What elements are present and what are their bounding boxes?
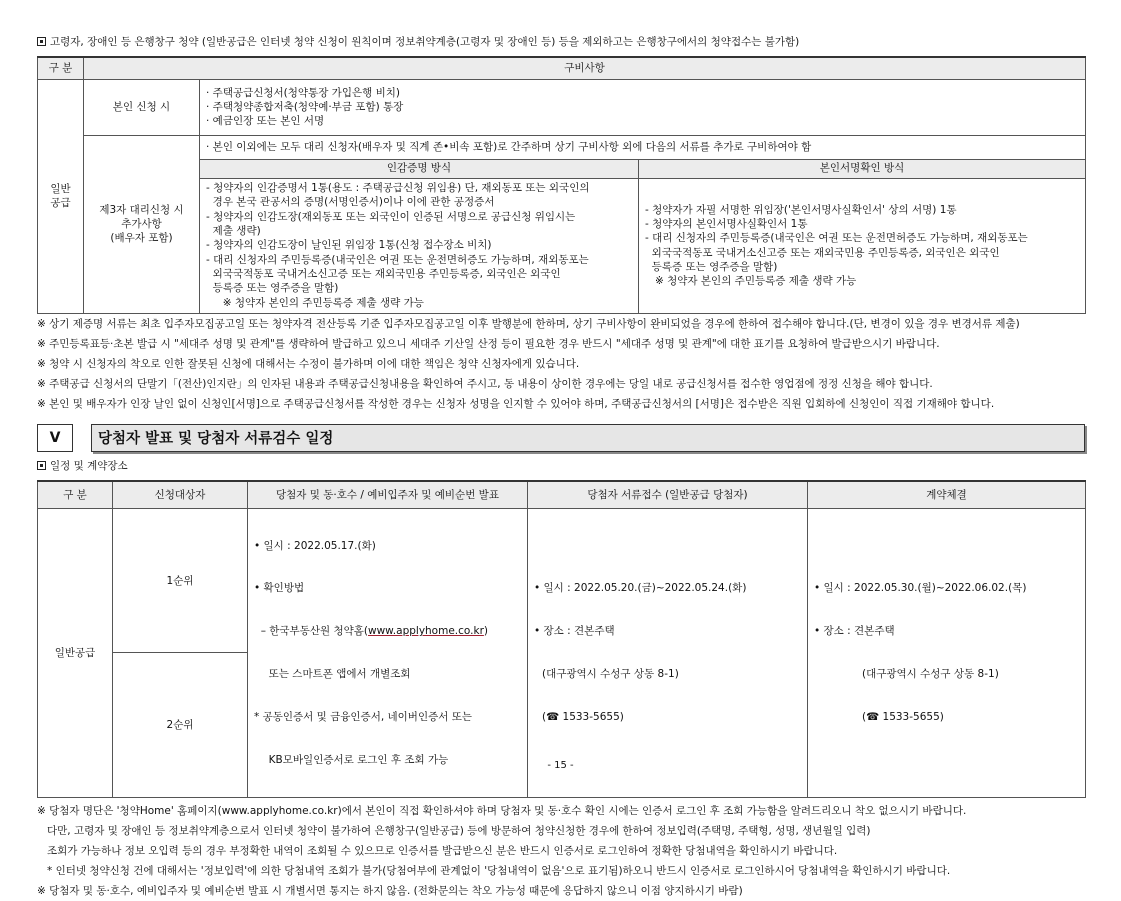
- announce-cert2: KB모바일인증서로 로그인 후 조회 가능: [262, 754, 449, 767]
- contract-address: (대구광역시 수성구 상동 8-1): [862, 668, 999, 681]
- list-item: - 청약자의 본인서명사실확인서 1통: [645, 217, 808, 230]
- list-item: 제출 생략): [206, 225, 261, 238]
- seal-items-list: [206, 181, 632, 310]
- announce-cert: * 공동인증서 및 금융인증서, 네이버인증서 또는: [254, 711, 472, 724]
- list-item: ※ 청약자 본인의 주민등록증 제출 생략 가능: [645, 275, 857, 288]
- self-items-list: [206, 86, 1079, 129]
- list-item: · 주택청약종합저축(청약예·부금 포함) 통장: [206, 100, 404, 113]
- square-bullet-icon: [37, 37, 46, 46]
- list-item: - 청약자의 인감도장이 날인된 위임장 1통(신청 접수장소 비치): [206, 239, 492, 252]
- sign-items-list: [645, 203, 1079, 289]
- announce-date: • 일시 : 2022.05.17.(화): [254, 539, 376, 552]
- section1-notes: [37, 314, 1085, 414]
- seal-method-header: 인감증명 방식: [200, 159, 639, 178]
- schedule-category: 일반공급: [38, 509, 113, 798]
- note-line: ※ 상기 제증명 서류는 최초 입주자모집공고일 또는 청약자격 전산등록 기준 입주자모집공고일 이후 발행분에 한하며, 상기 구비사항이 완비되었을 경우에 한하여 접수해야 합니다.(단, 변경이 있을 경우 변경서류 제출): [37, 317, 1020, 330]
- schedule-header-announce: 당첨자 및 동·호수 / 예비입주자 및 예비순번 발표: [248, 481, 528, 509]
- section1-intro: 고령자, 장애인 등 은행창구 청약 (일반공급은 인터넷 청약 신청이 원칙이며 정보취약계층(고령자 및 장애인 등) 등을 제외하고는 은행창구에서의 청약접수는 불가함): [37, 34, 1085, 50]
- section-header: [37, 424, 1085, 452]
- header-documents: 구비사항: [84, 57, 1086, 79]
- docs-date: • 일시 : 2022.05.20.(금)~2022.05.24.(화): [534, 582, 747, 595]
- list-item: 외국국적동포 국내거소신고증 또는 재외국민용 주민등록증, 외국인은 외국인: [645, 246, 1000, 259]
- list-item: 등록증 또는 영주증을 말함): [645, 260, 778, 273]
- docs-cell: [528, 509, 808, 798]
- list-item: 경우 본국 관공서의 증명(서명인증서)이나 이에 관한 공정증서: [206, 196, 495, 209]
- announce-site: – 한국부동산원 청약홈(www.applyhome.co.kr): [260, 625, 488, 638]
- note-line: ※ 주택공급 신청서의 단말기「(전산)인지란」의 인자된 내용과 주택공급신청내용을 확인하여 주시고, 동 내용이 상이한 경우에는 당일 내로 공급신청서를 접수한 영업점에 정정 신청을 해야 합니다.: [37, 377, 933, 390]
- contract-date: • 일시 : 2022.05.30.(월)~2022.06.02.(목): [814, 582, 1027, 595]
- documents-table: [37, 56, 1086, 314]
- docs-phone: (☎ 1533-5655): [542, 711, 624, 724]
- announce-cell: [248, 509, 528, 798]
- list-item: · 예금인장 또는 본인 서명: [206, 115, 325, 128]
- docs-place: • 장소 : 견본주택: [534, 625, 615, 638]
- sign-method-header: 본인서명확인 방식: [639, 159, 1086, 178]
- self-apply-label: 본인 신청 시: [84, 79, 200, 135]
- note-line: 다만, 고령자 및 장애인 등 정보취약계층으로서 인터넷 청약이 불가하여 은행창구(일반공급) 등에 방문하여 청약신청한 경우에 한하여 정보입력(주택명, 주택형, 성명, 생년월일 입력): [37, 824, 871, 837]
- list-item: - 대리 신청자의 주민등록증(내국인은 여권 또는 운전면허증도 가능하며, 재외동포는: [206, 253, 589, 266]
- proxy-note: · 본인 이외에는 모두 대리 신청자(배우자 및 직계 존•비속 포함)로 간주하며 상기 구비사항 외에 다음의 서류를 추가로 구비하여야 함: [200, 135, 1086, 159]
- rank2-label: 2순위: [113, 653, 248, 797]
- list-item: 외국국적동포 국내거소신고증 또는 재외국민용 주민등록증, 외국인은 외국인: [206, 267, 561, 280]
- self-apply-items: [200, 79, 1086, 135]
- note-line: ※ 주민등록표등·초본 발급 시 "세대주 성명 및 관계"를 생략하여 발급하고 있으니 세대주 기산일 산정 등이 필요한 경우 반드시 "세대주 성명 및 관계"에 대한 표기를 요청하여 발급받으시기 바랍니다.: [37, 337, 940, 350]
- applyhome-link[interactable]: www.applyhome.co.kr: [368, 625, 484, 638]
- list-item: - 대리 신청자의 주민등록증(내국인은 여권 또는 운전면허증도 가능하며, 재외동포는: [645, 232, 1028, 245]
- section-title: 당첨자 발표 및 당첨자 서류검수 일정: [91, 424, 1085, 452]
- list-item: - 청약자가 자필 서명한 위임장('본인서명사실확인서' 상의 서명) 1통: [645, 203, 957, 216]
- contract-cell: [808, 509, 1086, 798]
- schedule-header-docs: 당첨자 서류접수 (일반공급 당첨자): [528, 481, 808, 509]
- sign-method-items: [639, 178, 1086, 313]
- list-item: - 청약자의 인감도장(재외동포 또는 외국인이 인증된 서명으로 공급신청 위임시는: [206, 210, 576, 223]
- page-number: - 15 -: [547, 760, 574, 771]
- proxy-apply-label: 제3자 대리신청 시 추가사항 (배우자 포함): [84, 135, 200, 313]
- contract-phone: (☎ 1533-5655): [862, 711, 944, 724]
- schedule-header-contract: 계약체결: [808, 481, 1086, 509]
- schedule-header-category: 구 분: [38, 481, 113, 509]
- note-line: 조회가 가능하나 정보 오입력 등의 경우 부정확한 내역이 조회될 수 있으므로 인증서를 발급받으신 분은 반드시 인증서로 로그인하여 정확한 당첨내역을 확인하시기 바랍니다.: [37, 844, 838, 857]
- seal-method-items: [200, 178, 639, 313]
- note-line: ※ 청약 시 신청자의 착오로 인한 잘못된 신청에 대해서는 수정이 불가하며 이에 대한 책임은 청약 신청자에게 있습니다.: [37, 357, 580, 370]
- section5-notes: [37, 801, 1085, 901]
- contract-place: • 장소 : 견본주택: [814, 625, 895, 638]
- rank1-label: 1순위: [113, 509, 248, 653]
- header-category: 구 분: [38, 57, 84, 79]
- list-item: ※ 청약자 본인의 주민등록증 제출 생략 가능: [206, 296, 424, 309]
- note-line: ※ 당첨자 및 동·호수, 예비입주자 및 예비순번 발표 시 개별서면 통지는 하지 않음. (전화문의는 착오 가능성 때문에 응답하지 않으니 이점 양지하시기 바람): [37, 884, 743, 897]
- announce-method: • 확인방법: [254, 582, 305, 595]
- schedule-table: [37, 480, 1086, 798]
- docs-address: (대구광역시 수성구 상동 8-1): [542, 668, 679, 681]
- announce-app: 또는 스마트폰 앱에서 개별조회: [262, 668, 411, 681]
- list-item: - 청약자의 인감증명서 1통(용도 : 주택공급신청 위임용) 단, 재외동포 또는 외국인의: [206, 182, 590, 195]
- list-item: · 주택공급신청서(청약통장 가입은행 비치): [206, 86, 400, 99]
- note-line: ※ 당첨자 명단은 '청약Home' 홈페이지(www.applyhome.co.kr)에서 본인이 직접 확인하셔야 하며 당첨자 및 동·호수 확인 시에는 인증서 로그인 후 조회 가능함을 알려드리오니 착오 없으시기 바랍니다.: [37, 804, 967, 817]
- square-bullet-icon: [37, 461, 46, 470]
- schedule-header-target: 신청대상자: [113, 481, 248, 509]
- list-item: 등록증 또는 영주증을 말함): [206, 282, 339, 295]
- note-line: * 인터넷 청약신청 건에 대해서는 '정보입력'에 의한 당첨내역 조회가 불가(당첨여부에 관계없이 '당첨내역이 없음'으로 표기됨)하오니 반드시 인증서로 로그인하시어 당첨내역을 확인하시기 바랍니다.: [37, 864, 951, 877]
- section5-subtitle: 일정 및 계약장소: [37, 458, 1085, 474]
- section-number: V: [37, 424, 73, 452]
- group-label: 일반 공급: [38, 79, 84, 313]
- note-line: ※ 본인 및 배우자가 인장 날인 없이 신청인[서명]으로 주택공급신청서를 작성한 경우는 신청자 성명을 인지할 수 있어야 하며, 주택공급신청서의 [서명]은 접수받은 직원 입회하에 신청인이 직접 기재해야 합니다.: [37, 397, 995, 410]
